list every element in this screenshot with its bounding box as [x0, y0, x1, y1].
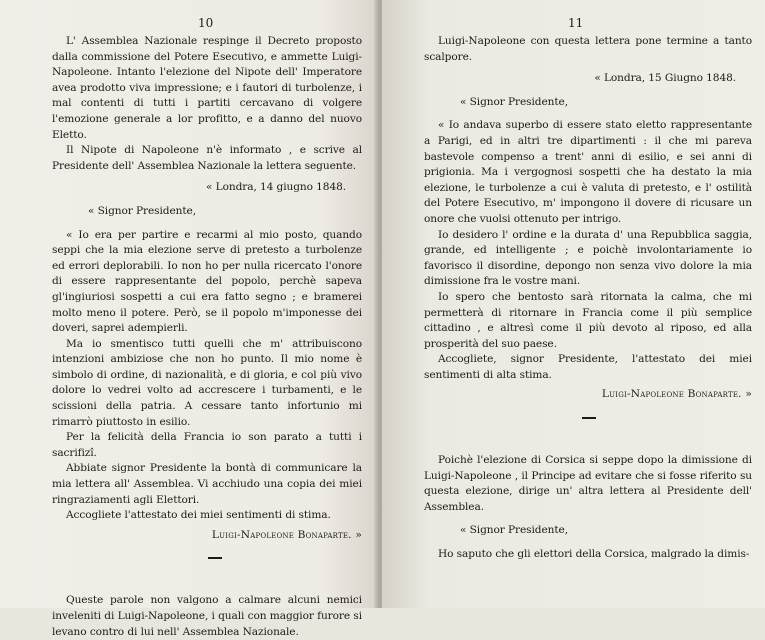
letter-paragraph: « Io era per partire e recarmi al mio posto, quando seppi che la mia elezione serve di pretesto a turbolenze ed errori deplorabili. Io non ho per nulla ricercato l'onore di essere rappresentante del popolo, perchè sapeva gl'ingiuriosi sospetti a cui era fatto segno ; e bramerei molto meno il potere. Però, se il popolo m'imponesse dei doveri, saprei adempierli.	[52, 228, 362, 335]
section-divider	[582, 417, 596, 419]
section-divider	[208, 557, 222, 559]
paragraph: Luigi-Napoleone con questa lettera pone termine a tanto scalpore.	[424, 35, 752, 63]
dateline: « Londra, 15 Giugno 1848.	[594, 72, 736, 85]
letter-paragraph: Abbiate signor Presidente la bontà di communicare la mia lettera all' Assemblea. Vi acchiudo una copia dei miei ringraziamenti agli Elettori.	[52, 462, 362, 506]
left-page	[0, 0, 378, 638]
salutation: « Signor Presidente,	[460, 95, 568, 108]
signature: Luigi-Napoleone Bonaparte. »	[211, 528, 362, 541]
paragraph: Queste parole non valgono a calmare alcuni nemici inveleniti di Luigi-Napoleone, i quali con maggior furore si levano contro di lui nell' Assemblea Nazionale.	[52, 594, 362, 638]
left-page-text	[52, 34, 362, 640]
letter-paragraph: Accogliete l'attestato dei miei sentimenti di stima.	[66, 509, 331, 522]
page-number-right: 11	[568, 16, 584, 30]
paragraph: Il Nipote di Napoleone n'è informato , e scrive al Presidente dell' Assemblea Nazionale la lettera seguente.	[52, 144, 362, 172]
letter-paragraph: « Io andava superbo di essere stato eletto rappresentante a Parigi, ed in altri tre dipartimenti : il che mi pareva bastevole compenso a trent' anni di esilio, e sei anni di prigionia. Ma i vergognosi sospetti che ha destato la mia elezione, le turbolenze a cui è valuta di pretesto, e l' ostilità del Potere Esecutivo, m' impongono il dovere di ricusare un onore che vuolsi ottenuto per intrigo.	[424, 119, 752, 225]
letter-paragraph: Ma io smentisco tutti quelli che m' attribuiscono intenzioni ambiziose che non ho punto. Il mio nome è simbolo di ordine, di nazionalità, e di gloria, e col più vivo dolore lo vedrei volto ad accrescere i turbamenti, e le scissioni della patria. A cessare tanto infortunio mi rimarrò piuttosto in esilio.	[52, 337, 362, 428]
letter-paragraph: Accogliete, signor Presidente, l'attestato dei miei sentimenti di alta stima.	[424, 353, 752, 381]
dateline: « Londra, 14 giugno 1848.	[206, 181, 346, 194]
paragraph: Ho saputo che gli elettori della Corsica, malgrado la dimis-	[438, 548, 750, 561]
right-page-text	[424, 34, 752, 563]
page-number-left: 10	[198, 16, 214, 30]
salutation: « Signor Presidente,	[460, 524, 568, 537]
paragraph: L' Assemblea Nazionale respinge il Decreto proposto dalla commissione del Potere Esecutivo, e ammette Luigi-Napoleone. Intanto l'elezione del Nipote dell' Imperatore avea prodotto viva impressione; e i fautori di turbolenze, i mal contenti di tutti i partiti cercavano di volgere l'emozione generale a lor profitto, e a danno del nuovo Eletto.	[52, 35, 362, 141]
letter-paragraph: Io spero che bentosto sarà ritornata la calma, che mi permetterà di ritornare in Francia come il più semplice cittadino , e altresì come il più devoto al riposo, ed alla prosperità del suo paese.	[424, 290, 752, 350]
salutation: « Signor Presidente,	[88, 204, 196, 217]
right-page	[382, 0, 765, 608]
letter-paragraph: Per la felicità della Francia io son parato a tutti i sacrifizî.	[52, 431, 362, 459]
signature: Luigi-Napoleone Bonaparte. »	[601, 388, 752, 401]
paragraph: Poichè l'elezione di Corsica si seppe dopo la dimissione di Luigi-Napoleone , il Principe ad evitare che si fosse riferito su questa elezione, dirige un' altra lettera al Presidente dell' Assemblea.	[424, 454, 752, 513]
letter-paragraph: Io desidero l' ordine e la durata d' una Repubblica saggia, grande, ed intelligente ; e poichè involontariamente io favorisco il disordine, depongo non senza vivo dolore la mia dimissione fra le vostre mani.	[424, 228, 752, 288]
